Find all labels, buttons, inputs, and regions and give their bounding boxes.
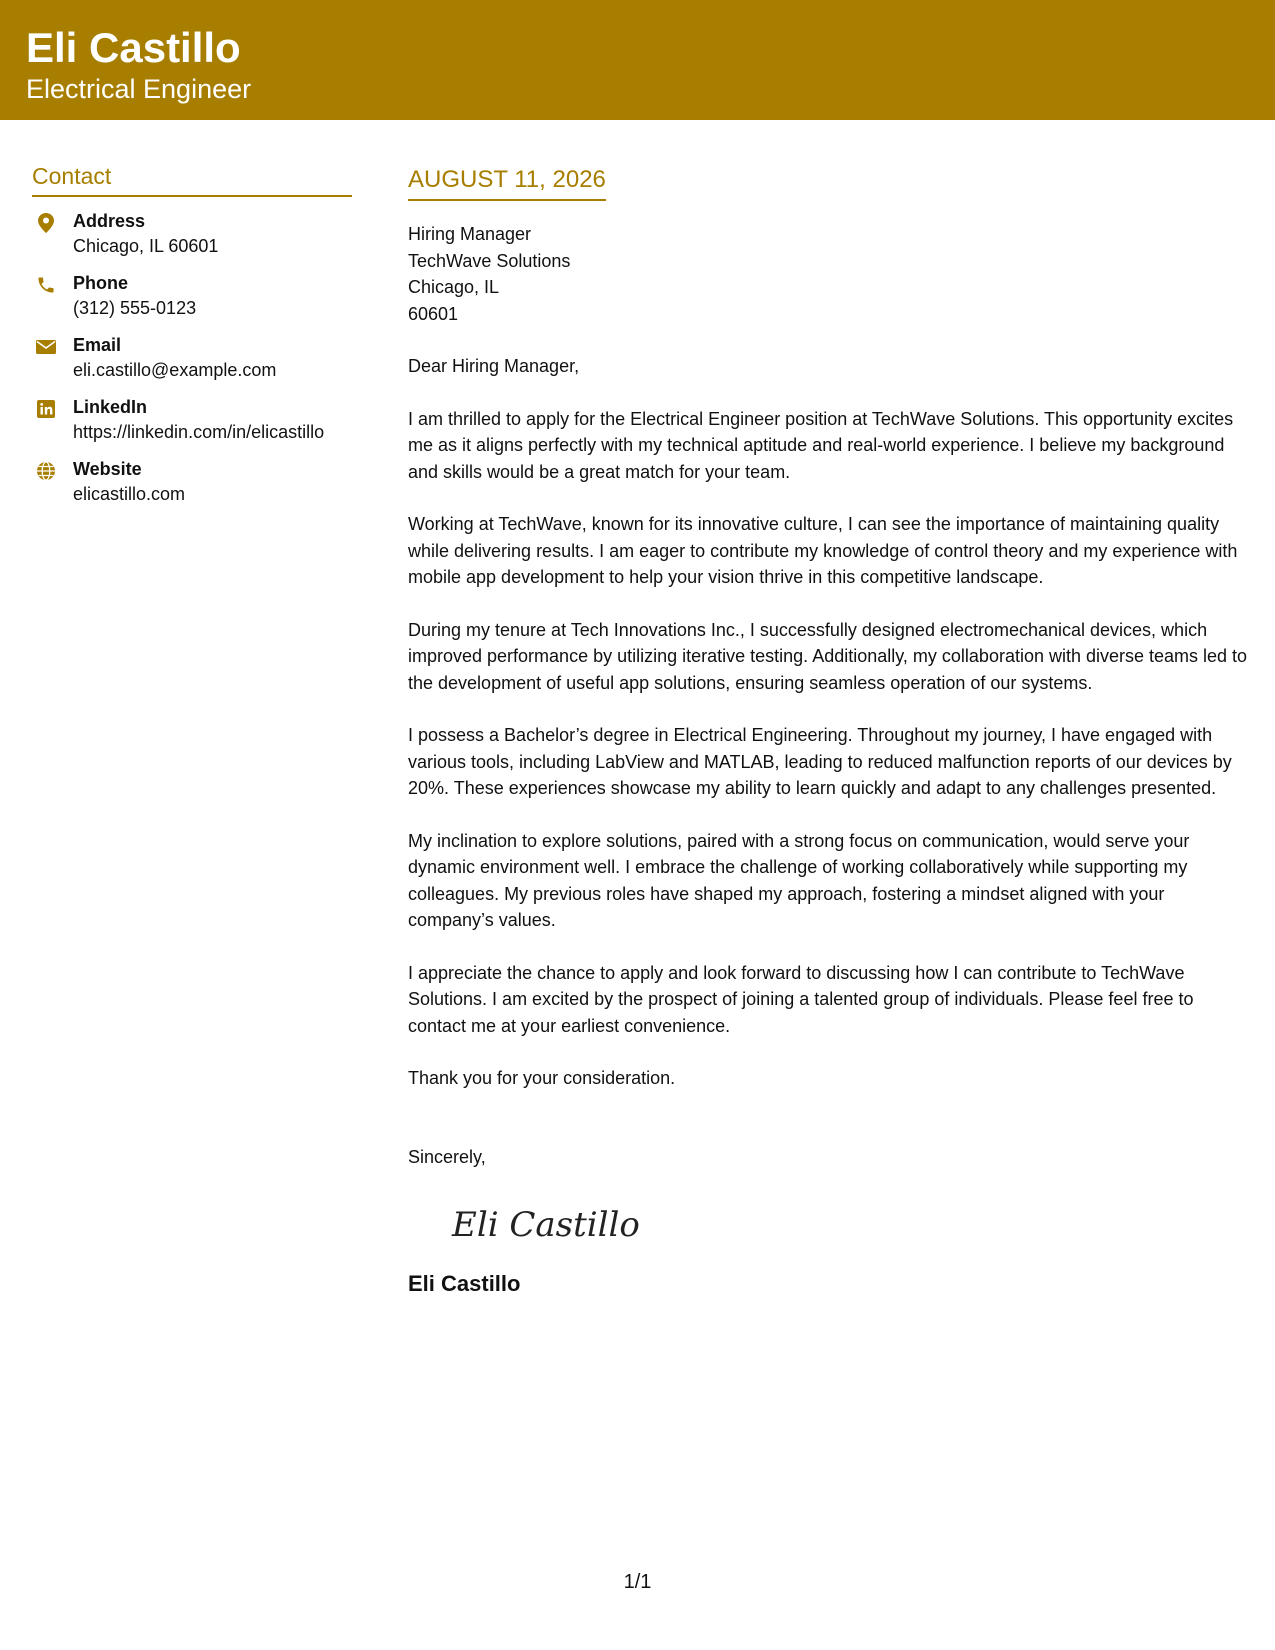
signer-name: Eli Castillo <box>408 1271 521 1296</box>
linkedin-icon <box>35 398 57 420</box>
greeting: Dear Hiring Manager, <box>408 356 580 376</box>
applicant-role: Electrical Engineer <box>26 74 252 104</box>
contact-heading: Contact <box>32 162 352 197</box>
paragraph: My inclination to explore solutions, paired with a strong focus on communication, would serve your dynamic environment well. I embrace the challenge of working collaboratively while supporting my colleagues. My previous roles have shaped my approach, fostering a mindset aligned with your company’s values. <box>408 830 1190 930</box>
contact-value: (312) 555-0123 <box>73 298 197 318</box>
contact-item-phone <box>32 271 352 321</box>
paragraph: During my tenure at Tech Innovations Inc., I successfully designed electromechanical devices, which improved performance by utilizing iterative testing. Additionally, my collaboration with diverse teams led to the development of useful app solutions, ensuring seamless operation of our systems. <box>408 619 1248 693</box>
signature-text: Eli Castillo <box>452 1205 640 1245</box>
recipient-block <box>408 221 1248 327</box>
paragraph: I possess a Bachelor’s degree in Electrical Engineering. Throughout my journey, I have engaged with various tools, including LabView and MATLAB, leading to reduced malfunction reports of our devices by 20%. These experiences showcase my ability to learn quickly and adapt to any challenges presented. <box>408 725 1232 798</box>
recipient-line: Hiring Manager <box>408 224 532 244</box>
paragraph: I am thrilled to apply for the Electrical Engineer position at TechWave Solutions. This opportunity excites me as it aligns perfectly with my technical aptitude and real-world experience. I believe my background and skills would be a great match for your team. <box>408 408 1234 482</box>
map-pin-icon <box>35 212 57 234</box>
contact-item-linkedin <box>32 395 352 445</box>
page-number: 1/1 <box>623 1571 652 1593</box>
phone-icon <box>35 274 57 296</box>
contact-value: eli.castillo@example.com <box>73 360 277 380</box>
header-banner <box>0 0 1275 120</box>
paragraph: I appreciate the chance to apply and look forward to discussing how I can contribute to TechWave Solutions. I am excited by the prospect of joining a talented group of individuals. Please feel free to contact me at your earliest convenience. <box>408 962 1194 1036</box>
contact-item-email <box>32 333 352 383</box>
letter-body <box>408 165 1248 1298</box>
contact-label: Address <box>73 211 146 231</box>
contact-value: Chicago, IL 60601 <box>73 236 219 256</box>
recipient-line: TechWave Solutions <box>408 250 571 271</box>
contact-value[interactable]: https://linkedin.com/in/elicastillo <box>73 422 325 442</box>
recipient-line: 60601 <box>408 303 459 324</box>
recipient-line: Chicago, IL <box>408 277 500 297</box>
contact-item-address <box>32 209 352 259</box>
contact-value[interactable]: elicastillo.com <box>73 484 186 504</box>
contact-item-website <box>32 457 352 507</box>
contact-label: Website <box>73 459 142 479</box>
applicant-name: Eli Castillo <box>26 24 241 71</box>
contact-label: LinkedIn <box>73 397 148 417</box>
contact-label: Phone <box>73 273 129 293</box>
globe-icon <box>35 460 57 482</box>
contact-label: Email <box>73 335 122 355</box>
contact-list <box>32 209 352 507</box>
envelope-icon <box>35 336 57 358</box>
paragraph: Thank you for your consideration. <box>408 1068 676 1088</box>
signature-image <box>448 1196 1248 1252</box>
closing: Sincerely, <box>408 1146 486 1167</box>
paragraph: Working at TechWave, known for its innovative culture, I can see the importance of maintaining quality while delivering results. I am eager to contribute my knowledge of control theory and my experience with mobile app development to help your vision thrive in this competitive landscape. <box>408 514 1238 587</box>
contact-sidebar <box>32 162 352 519</box>
letter-date: AUGUST 11, 2026 <box>408 165 606 201</box>
